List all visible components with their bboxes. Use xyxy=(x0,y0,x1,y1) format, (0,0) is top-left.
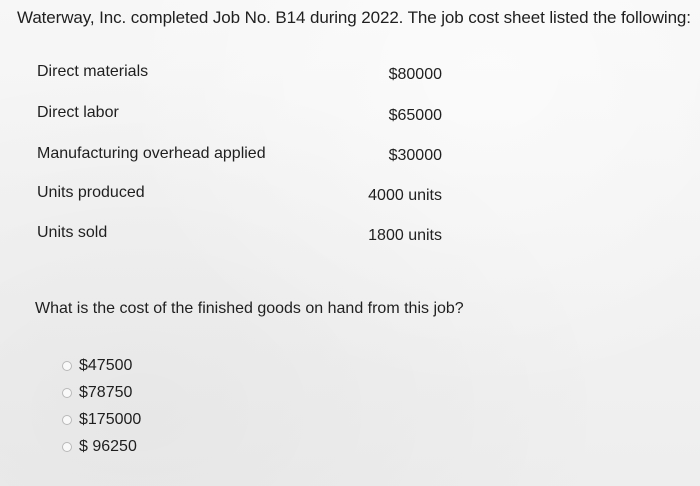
row-label-units-produced: Units produced xyxy=(37,184,145,201)
radio-button[interactable] xyxy=(62,388,72,398)
row-value-direct-labor: $65000 xyxy=(388,107,442,124)
answer-option-a[interactable] xyxy=(62,352,141,379)
row-value-manufacturing-overhead: $30000 xyxy=(388,147,442,164)
answer-option-label: $47500 xyxy=(79,356,133,374)
radio-button[interactable] xyxy=(62,361,72,371)
answer-option-d[interactable] xyxy=(62,433,141,460)
row-label-direct-materials: Direct materials xyxy=(37,63,149,80)
answer-option-c[interactable] xyxy=(62,406,141,433)
row-label-units-sold: Units sold xyxy=(37,224,108,241)
answer-option-b[interactable] xyxy=(62,379,141,406)
answer-option-label: $175000 xyxy=(79,410,142,428)
row-value-units-sold: 1800 units xyxy=(368,227,442,244)
answer-options xyxy=(62,352,141,460)
radio-button[interactable] xyxy=(62,415,72,425)
answer-option-label: $ 96250 xyxy=(79,437,137,455)
row-value-units-produced: 4000 units xyxy=(368,187,442,204)
row-label-direct-labor: Direct labor xyxy=(37,104,119,121)
prompt-text: What is the cost of the finished goods on hand from this job? xyxy=(35,300,464,317)
radio-button[interactable] xyxy=(62,442,72,452)
row-value-direct-materials: $80000 xyxy=(388,66,442,83)
answer-option-label: $78750 xyxy=(79,383,133,401)
question-text: Waterway, Inc. completed Job No. B14 during 2022. The job cost sheet listed the following: xyxy=(17,8,691,27)
row-label-manufacturing-overhead: Manufacturing overhead applied xyxy=(37,145,266,162)
